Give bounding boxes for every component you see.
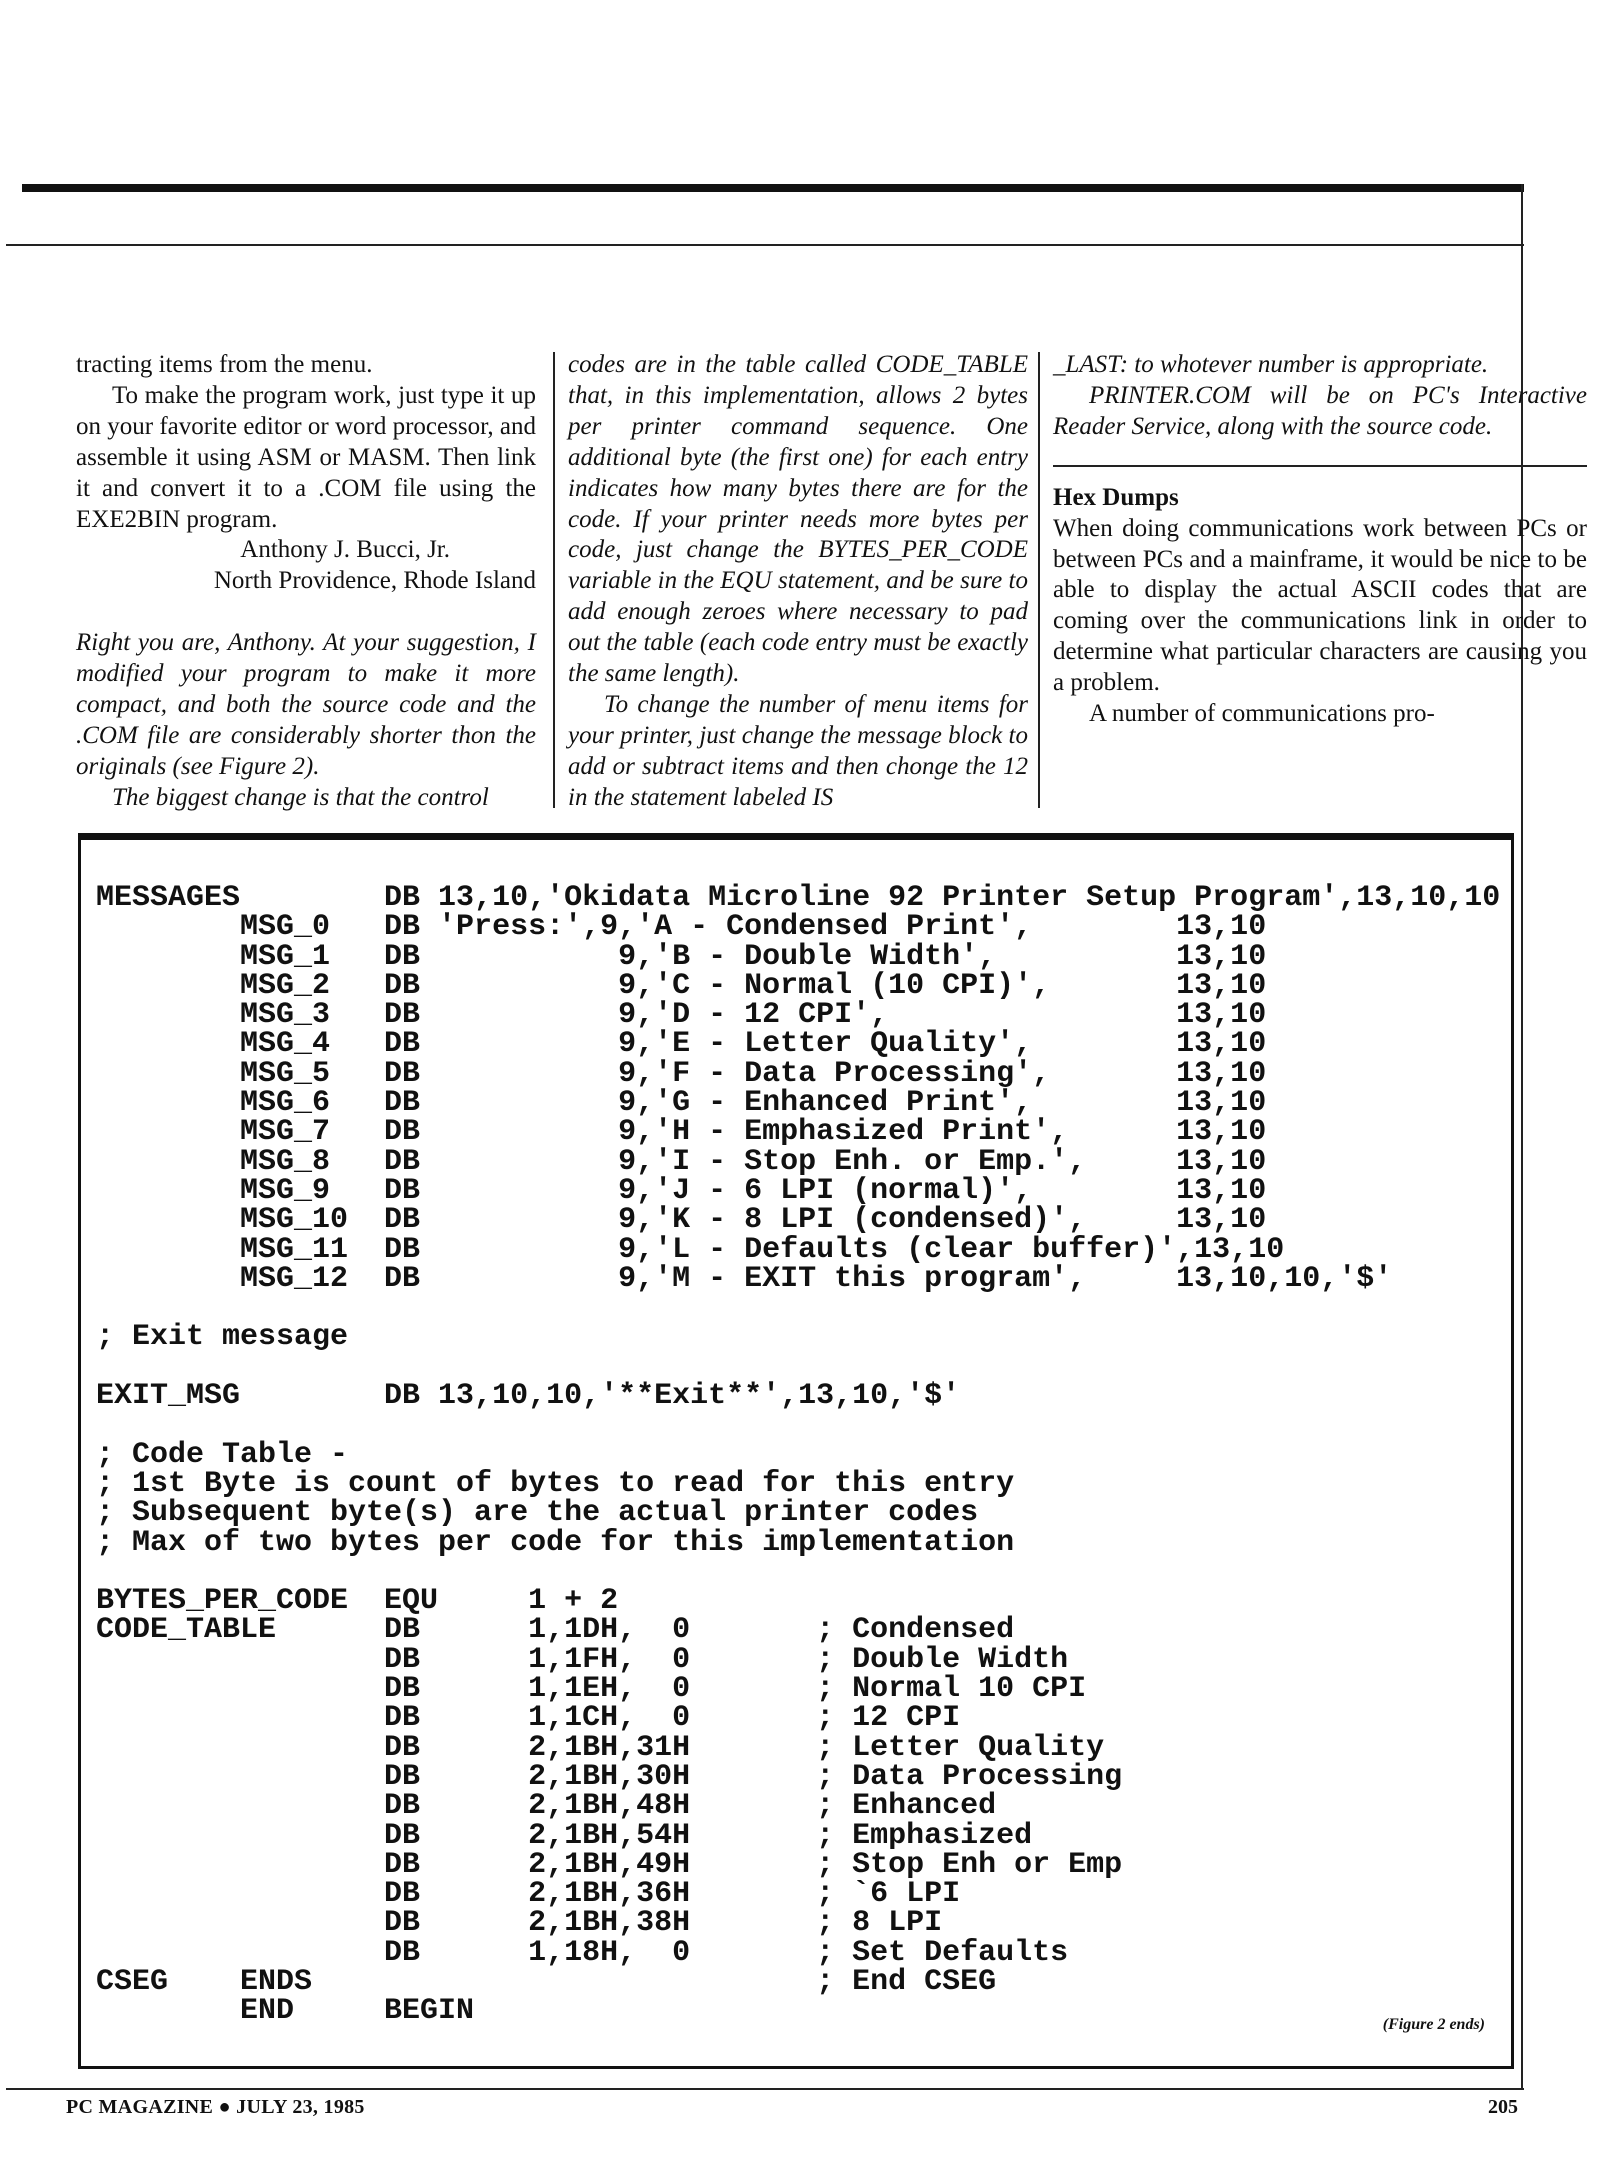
code-line: MSG_0 DB 'Press:',9,'A - Condensed Print', 13,10: [96, 910, 1267, 945]
code-line: ; 1st Byte is count of bytes to read for this entry: [96, 1466, 1015, 1501]
signature-name: Anthony J. Bucci, Jr.: [240, 536, 450, 564]
code-line: ; Subsequent byte(s) are the actual printer codes: [96, 1496, 979, 1531]
code-line: MSG_10 DB 9,'K - 8 LPI (condensed)', 13,10: [96, 1203, 1267, 1238]
footer-rule: [6, 2088, 1524, 2090]
code-line: DB 2,1BH,36H ; `6 LPI: [96, 1877, 961, 1912]
code-line: DB 2,1BH,31H ; Letter Quality: [96, 1730, 1105, 1765]
code-line: MSG_2 DB 9,'C - Normal (10 CPI)', 13,10: [96, 968, 1267, 1003]
code-line: DB 1,1EH, 0 ; Normal 10 CPI: [96, 1672, 1087, 1707]
code-line: MSG_9 DB 9,'J - 6 LPI (normal)', 13,10: [96, 1173, 1267, 1208]
editor-reply: codes are in the table called CODE_TABLE that, in this implementation, allows 2 bytes per printer command sequence. One additional byte (the first one) for each entry indicates how many bytes there are for the code. If your printer needs more bytes per code, just change the BYTES_PER_CODE variable in the EQU statement, and be sure to add enough zeroes where necessary to pad out the table (each code entry must be exactly the same length).: [568, 351, 1028, 688]
code-line: END BEGIN: [96, 1994, 475, 2029]
code-line: MSG_8 DB 9,'I - Stop Enh. or Emp.', 13,10: [96, 1144, 1267, 1179]
code-line: DB 2,1BH,38H ; 8 LPI: [96, 1906, 943, 1941]
code-line: ; Exit message: [96, 1320, 349, 1355]
code-line: EXIT_MSG DB 13,10,10,'**Exit**',13,10,'$': [96, 1379, 961, 1414]
code-line: MSG_11 DB 9,'L - Defaults (clear buffer)',13,10: [96, 1232, 1285, 1267]
editor-reply: Right you are, Anthony. At your suggestion, I modified your program to make it more compact, and both the source code and the .COM file are considerably shorter thon the originals (see Figure 2).: [76, 629, 536, 780]
code-line: ; Code Table -: [96, 1437, 349, 1472]
code-line: DB 1,1FH, 0 ; Double Width: [96, 1642, 1069, 1677]
article-column-2: [568, 350, 1028, 814]
header-rule-thin: [6, 244, 1524, 246]
spacer: [76, 597, 536, 628]
paragraph: To make the program work, just type it up on your favorite editor or word processor, and assemble it using ASM or MASM. Then link it and convert it to a .COM file using the EXE2BIN program.: [76, 381, 536, 533]
code-line: MSG_5 DB 9,'F - Data Processing', 13,10: [96, 1056, 1267, 1091]
section-rule: [1053, 465, 1587, 467]
code-line: DB 2,1BH,48H ; Enhanced: [96, 1789, 997, 1824]
signature-place: North Providence, Rhode Island: [213, 567, 536, 595]
code-line: MSG_12 DB 9,'M - EXIT this program', 13,10,10,'$': [96, 1261, 1393, 1296]
header-rule-thick: [22, 184, 1524, 192]
code-line: CODE_TABLE DB 1,1DH, 0 ; Condensed: [96, 1613, 1015, 1648]
code-line: DB 1,1CH, 0 ; 12 CPI: [96, 1701, 961, 1736]
footer-publication: PC MAGAZINE ● JULY 23, 1985: [66, 2096, 365, 2118]
code-line: MSG_7 DB 9,'H - Emphasized Print', 13,10: [96, 1115, 1267, 1150]
editor-reply: PRINTER.COM will be on PC's Interactive Reader Service, along with the source code.: [1053, 381, 1587, 440]
article-columns: [76, 350, 1587, 811]
code-line: MSG_4 DB 9,'E - Letter Quality', 13,10: [96, 1027, 1267, 1062]
editor-reply: _LAST: to whotever number is appropriate.: [1053, 351, 1489, 378]
article-column-3: [1053, 350, 1587, 730]
code-line: MSG_6 DB 9,'G - Enhanced Print', 13,10: [96, 1086, 1267, 1121]
code-line: DB 2,1BH,49H ; Stop Enh or Emp: [96, 1847, 1123, 1882]
code-line: CSEG ENDS ; End CSEG: [96, 1964, 997, 1999]
editor-reply: To change the number of menu items for your printer, just change the message block to add or subtract items and then chonge the 12 in the statement labeled IS: [568, 690, 1028, 811]
editor-reply: The biggest change is that the control: [112, 783, 489, 811]
assembly-code-listing: [96, 881, 1506, 2029]
section-heading: Hex Dumps: [1053, 483, 1179, 511]
column-divider: [553, 352, 555, 808]
code-line: DB 2,1BH,54H ; Emphasized: [96, 1818, 1033, 1853]
paragraph: A number of communications pro-: [1089, 700, 1435, 728]
code-line: DB 2,1BH,30H ; Data Processing: [96, 1759, 1123, 1794]
page-number: 205: [1488, 2096, 1518, 2118]
code-line: MSG_1 DB 9,'B - Double Width', 13,10: [96, 939, 1267, 974]
code-line: MESSAGES DB 13,10,'Okidata Microline 92 Printer Setup Program',13,10,10: [96, 881, 1501, 915]
paragraph: When doing communications work between PCs or between PCs and a mainframe, it would be nice to be able to display the actual ASCII codes that are coming over the communications link in order to determine what particular characters are causing you a problem.: [1053, 514, 1587, 697]
code-line: DB 1,18H, 0 ; Set Defaults: [96, 1935, 1069, 1970]
figure-ends-label: (Figure 2 ends): [1382, 2016, 1485, 2033]
code-line: ; Max of two bytes per code for this implementation: [96, 1525, 1015, 1560]
paragraph: tracting items from the menu.: [76, 351, 373, 378]
code-line: MSG_3 DB 9,'D - 12 CPI', 13,10: [96, 998, 1267, 1033]
column-divider: [1038, 352, 1040, 808]
article-column-1: [76, 350, 536, 814]
code-line: BYTES_PER_CODE EQU 1 + 2: [96, 1584, 619, 1619]
